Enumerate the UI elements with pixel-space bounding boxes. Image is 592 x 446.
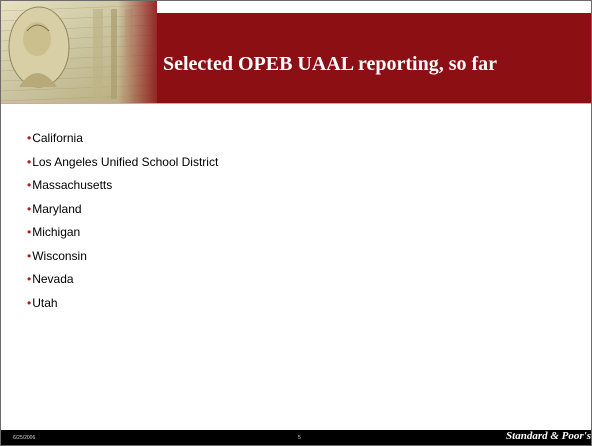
list-item-label: Wisconsin [32,248,87,263]
footer-page-number: 5 [298,435,301,441]
list-item [27,225,218,249]
bullet-icon: • [27,154,32,169]
slide-footer [1,430,591,445]
header-divider [1,103,591,104]
bullet-icon: • [27,131,32,145]
banknote-portrait-icon [1,1,157,103]
bullet-icon: • [27,272,32,286]
list-item-label: Utah [32,295,58,310]
bullet-icon: • [27,225,32,239]
list-item-label: Maryland [32,201,82,216]
footer-date: 6/25/2006 [13,435,36,441]
list-item-label: Massachusetts [32,178,113,192]
bullet-icon: • [27,295,32,310]
list-item-label: Los Angeles Unified School District [32,154,219,169]
list-item [27,272,218,296]
list-item [27,178,218,202]
list-item [27,249,218,273]
slide-title: Selected OPEB UAAL reporting, so far [163,53,498,75]
bullet-list [27,131,218,319]
list-item [27,202,218,226]
list-item [27,155,218,179]
list-item [27,131,218,155]
list-item-label: Nevada [32,272,74,286]
bullet-icon: • [27,248,32,263]
list-item-label: California [32,131,83,145]
list-item [27,296,218,320]
list-item-label: Michigan [32,225,81,239]
bullet-icon: • [27,178,32,192]
bullet-icon: • [27,201,32,216]
footer-brand-logo: Standard & Poor's [506,430,591,442]
slide-header [1,1,591,103]
